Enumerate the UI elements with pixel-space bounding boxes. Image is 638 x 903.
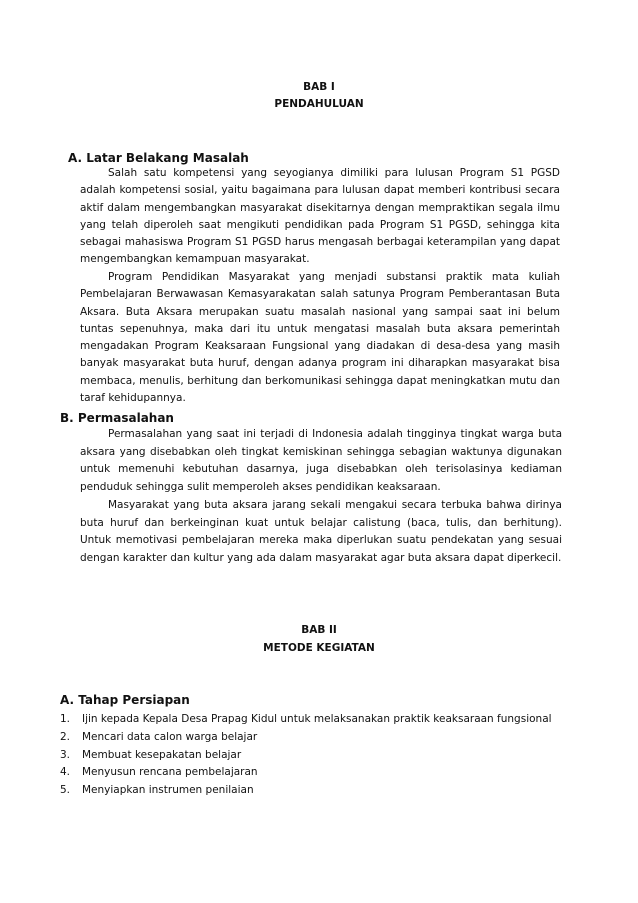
list-item-number: 4. [60,766,71,779]
preparation-list [60,711,580,800]
list-item-number: 5. [60,784,71,797]
list-item-text: Mencari data calon warga belajar [82,730,258,743]
chapter-1-title: BAB I [303,81,335,93]
list-item [60,782,580,800]
list-item-text: Menyusun rencana pembelajaran [82,766,258,779]
list-item-text: Ijin kepada Kepala Desa Prapag Kidul untuk melaksanakan praktik keaksaraan fungsional [82,713,552,725]
list-item-text: Menyiapkan instrumen penilaian [82,784,254,797]
chapter-2-subtitle: METODE KEGIATAN [263,642,375,654]
paragraph-latar-belakang-2: Program Pendidikan Masyarakat yang menjadi substansi praktik mata kuliah Pembelajaran Berwawasan Kemasyarakatan salah satunya Program Pemberantasan Buta Aksara. Buta Aksara merupakan suatu masalah nasional yang sampai saat ini belum tuntas sepenuhnya, maka dari itu untuk mengatasi masalah buta aksara pemerintah mengadakan Program Keaksaraan Fungsional yang diadakan di desa-desa yang masih banyak masyarakat buta huruf, dengan adanya program ini diharapkan masyarakat bisa membaca, menulis, berhitung dan berkomunikasi sehingga dapat meningkatkan mutu dan taraf kehidupannya. [80,271,560,405]
section-heading-latar-belakang: A. Latar Belakang Masalah [68,151,249,165]
paragraph-permasalahan-2: Masyarakat yang buta aksara jarang sekali mengakui secara terbuka bahwa dirinya buta huruf dan berkeinginan kuat untuk belajar calistung (baca, tulis, dan berhitung). Untuk memotivasi pembelajaran mereka maka diperlukan suatu pendekatan yang sesuai dengan karakter dan kultur yang ada dalam masyarakat agar buta aksara dapat diperkecil. [80,499,562,564]
list-item [60,711,580,729]
list-item [60,747,580,765]
paragraph-latar-belakang-1: Salah satu kompetensi yang seyogianya dimiliki para lulusan Program S1 PGSD adalah kompetensi sosial, yaitu bagaimana para lulusan dapat memberi kontribusi secara aktif dalam mengembangkan masyarakat disekitarnya dengan mempraktikan segala ilmu yang telah diperoleh saat mengikuti pendidikan pada Program S1 PGSD, sehingga kita sebagai mahasiswa Program S1 PGSD harus mengasah berbagai keterampilan yang dapat mengembangkan kemampuan masyarakat. [80,167,560,266]
list-item-text: Membuat kesepakatan belajar [82,748,242,761]
list-item-number: 1. [60,713,71,725]
chapter-1-subtitle: PENDAHULUAN [274,98,364,110]
list-item [60,764,580,782]
list-item [60,729,580,747]
section-heading-permasalahan: B. Permasalahan [60,411,174,425]
list-item-number: 2. [60,730,71,743]
chapter-2-title: BAB II [301,624,337,636]
section-heading-tahap-persiapan: A. Tahap Persiapan [60,693,190,707]
list-item-number: 3. [60,748,71,761]
paragraph-permasalahan-1: Permasalahan yang saat ini terjadi di Indonesia adalah tingginya tingkat warga buta aksara yang disebabkan oleh tingkat kemiskinan sehingga sebagian waktunya digunakan untuk memenuhi kebutuhan dasarnya, juga disebabkan oleh terisolasinya kediaman penduduk sehingga sulit memperoleh akses pendidikan keaksaraan. [80,428,562,493]
